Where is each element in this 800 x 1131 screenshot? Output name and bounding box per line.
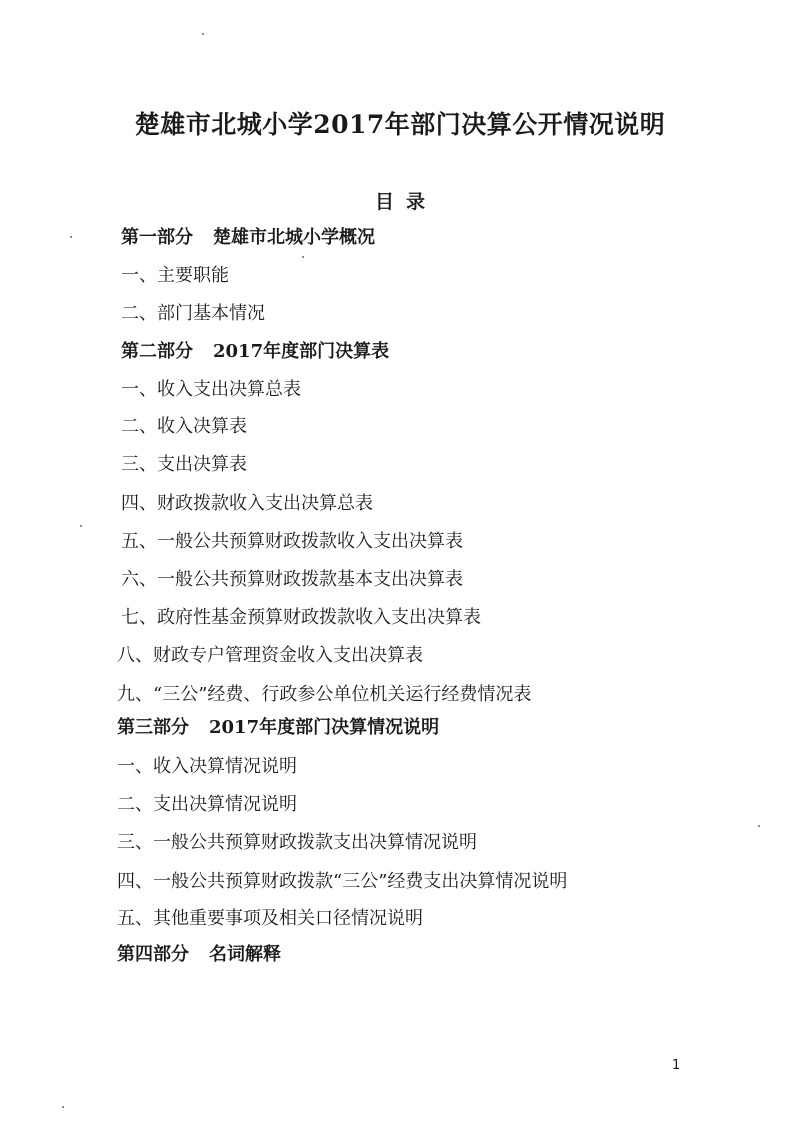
toc-part-heading xyxy=(117,943,281,967)
toc-entry-text: 九、“三公”经费、行政参公单位机关运行经费情况表 xyxy=(117,684,532,705)
toc-item xyxy=(121,530,463,554)
toc-item xyxy=(121,264,229,288)
toc-entry-text: 2017年度部门决算表 xyxy=(213,341,390,362)
scan-speck xyxy=(80,525,82,527)
toc-part-label: 第四部分 xyxy=(117,944,189,965)
toc-entry-text: 三、一般公共预算财政拨款支出决算情况说明 xyxy=(117,832,477,853)
toc-item xyxy=(117,755,297,779)
toc-entry-text: 二、收入决算表 xyxy=(121,416,247,437)
toc-part-heading xyxy=(117,716,439,740)
toc-entry-text: 一、收入决算情况说明 xyxy=(117,756,297,777)
toc-entry-text: 二、支出决算情况说明 xyxy=(117,794,297,815)
toc-item xyxy=(121,568,463,592)
scan-speck xyxy=(62,1106,64,1108)
toc-entry-text: 八、财政专户管理资金收入支出决算表 xyxy=(117,645,423,666)
toc-entry-text: 五、其他重要事项及相关口径情况说明 xyxy=(117,908,423,929)
toc-part-heading xyxy=(121,340,389,364)
toc-heading: 目录 xyxy=(374,191,437,213)
toc-item xyxy=(121,453,247,477)
toc-item xyxy=(117,793,297,817)
scan-speck xyxy=(70,236,72,238)
toc-entry-text: 2017年度部门决算情况说明 xyxy=(209,717,440,738)
document-title: 楚雄市北城小学2017年部门决算公开情况说明 xyxy=(134,110,666,139)
toc-entry-text: 六、一般公共预算财政拨款基本支出决算表 xyxy=(121,569,463,590)
scan-speck xyxy=(202,33,204,35)
toc-entry-text: 五、一般公共预算财政拨款收入支出决算表 xyxy=(121,531,463,552)
toc-item xyxy=(121,492,373,516)
toc-part-label: 第三部分 xyxy=(117,717,189,738)
toc-item xyxy=(117,644,423,668)
toc-item xyxy=(121,302,265,326)
toc-item xyxy=(121,378,301,402)
toc-item xyxy=(117,907,423,931)
scan-speck xyxy=(302,256,304,258)
toc-item xyxy=(121,415,247,439)
toc-entry-text: 二、部门基本情况 xyxy=(121,303,265,324)
toc-entry-text: 一、主要职能 xyxy=(121,265,229,286)
scan-speck xyxy=(758,825,760,827)
toc-entry-text: 四、财政拨款收入支出决算总表 xyxy=(121,493,373,514)
page-number: 1 xyxy=(672,1058,681,1073)
toc-entry-text: 七、政府性基金预算财政拨款收入支出决算表 xyxy=(121,607,481,628)
toc-part-label: 第二部分 xyxy=(121,341,193,362)
toc-item xyxy=(117,870,567,894)
toc-part-label: 第一部分 xyxy=(121,227,193,248)
toc-item xyxy=(117,831,477,855)
toc-entry-text: 三、支出决算表 xyxy=(121,454,247,475)
toc-entry-text: 名词解释 xyxy=(209,944,281,965)
toc-entry-text: 四、一般公共预算财政拨款“三公”经费支出决算情况说明 xyxy=(117,871,568,892)
toc-item xyxy=(121,606,481,630)
toc-entry-text: 楚雄市北城小学概况 xyxy=(213,227,375,248)
toc-part-heading xyxy=(121,226,375,250)
toc-item xyxy=(117,683,531,707)
toc-entry-text: 一、收入支出决算总表 xyxy=(121,379,301,400)
